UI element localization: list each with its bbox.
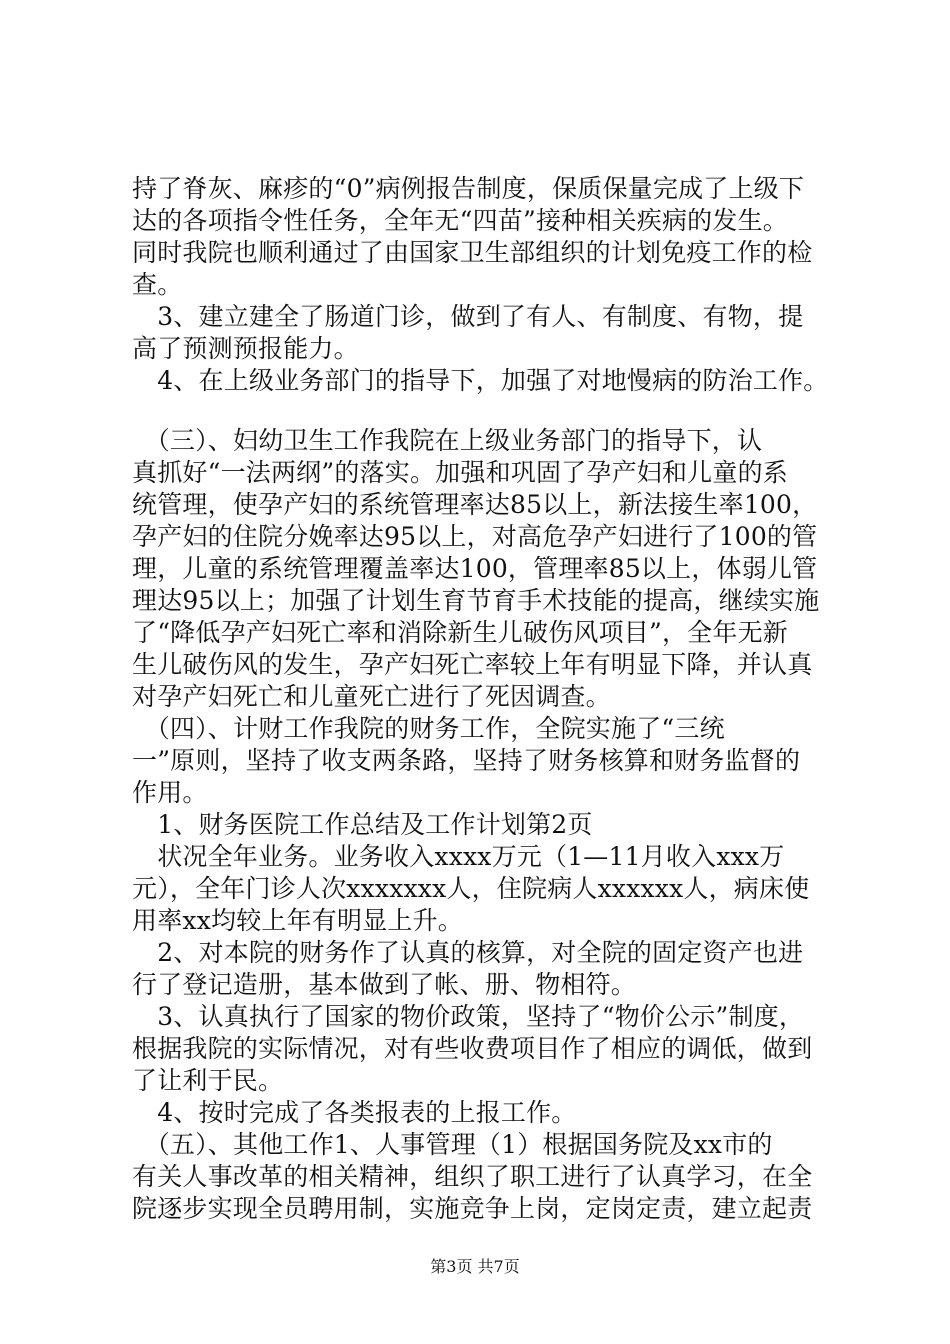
body-text-line: 高了预测预报能力。 [132,334,359,363]
body-text-line: （三）、妇幼卫生工作我院在上级业务部门的指导下，认 [132,426,763,455]
body-text-line: 达的各项指令性任务，全年无“四苗”接种相关疾病的发生。 [132,206,788,235]
page-number-footer: 第3页 共7页 [430,1257,520,1276]
body-text-line: 3、建立建全了肠道门诊，做到了有人、有制度、有物，提 [132,302,804,331]
body-text-line: 院逐步实现全员聘用制，实施竞争上岗，定岗定责，建立起责 [132,1194,813,1223]
body-text-line: 持了脊灰、麻疹的“0”病例报告制度，保质保量完成了上级下 [132,174,805,203]
body-text-line: 真抓好“一法两纲”的落实。加强和巩固了孕产妇和儿童的系 [132,458,788,487]
body-text-line: 3、认真执行了国家的物价政策，坚持了“物价公示”制度， [132,1002,805,1031]
body-text-line: 状况全年业务。业务收入xxxx万元（1—11月收入xxx万 [132,842,785,871]
body-text-line: 孕产妇的住院分娩率达95以上，对高危孕产妇进行了100的管 [132,522,818,551]
body-text-line: 理，儿童的系统管理覆盖率达100，管理率85以上，体弱儿管 [132,554,818,583]
body-text-line: 行了登记造册，基本做到了帐、册、物相符。 [132,970,637,999]
body-text-line: 同时我院也顺利通过了由国家卫生部组织的计划免疫工作的检 [132,238,813,267]
body-text-line: 根据我院的实际情况，对有些收费项目作了相应的调低，做到 [132,1034,813,1063]
body-text-line: 理达95以上；加强了计划生育节育手术技能的提高，继续实施 [132,586,820,615]
body-text-line: 了让利于民。 [132,1066,284,1095]
body-text-line: 查。 [132,270,183,299]
body-text-line: 2、对本院的财务作了认真的核算，对全院的固定资产也进 [132,938,804,967]
body-text-line: 元），全年门诊人次xxxxxxx人，住院病人xxxxxx人，病床使 [132,874,810,903]
body-text-line: 有关人事改革的相关精神，组织了职工进行了认真学习，在全 [132,1162,813,1191]
body-text-line: 生儿破伤风的发生，孕产妇死亡率较上年有明显下降，并认真 [132,650,813,679]
body-text-line: 1、财务医院工作总结及工作计划第2页 [132,810,593,839]
body-text-line: 用率xx均较上年有明显上升。 [132,906,463,935]
body-text-line: （五）、其他工作1、人事管理（1）根据国务院及xx市的 [132,1130,773,1159]
body-text-line: 一”原则，坚持了收支两条路，坚持了财务核算和财务监督的 [132,746,801,775]
body-text-line: 对孕产妇死亡和儿童死亡进行了死因调查。 [132,682,611,711]
body-text-line: 4、在上级业务部门的指导下，加强了对地慢病的防治工作。 [132,366,829,395]
body-text-line: 4、按时完成了各类报表的上报工作。 [132,1098,577,1127]
body-text-line: （四）、计财工作我院的财务工作，全院实施了“三统 [132,714,725,743]
body-text-line: 作用。 [132,778,208,807]
body-text-line: 统管理，使孕产妇的系统管理率达85以上，新法接生率100， [132,490,818,519]
body-text-line: 了“降低孕产妇死亡率和消除新生儿破伤风项目”，全年无新 [132,618,788,647]
